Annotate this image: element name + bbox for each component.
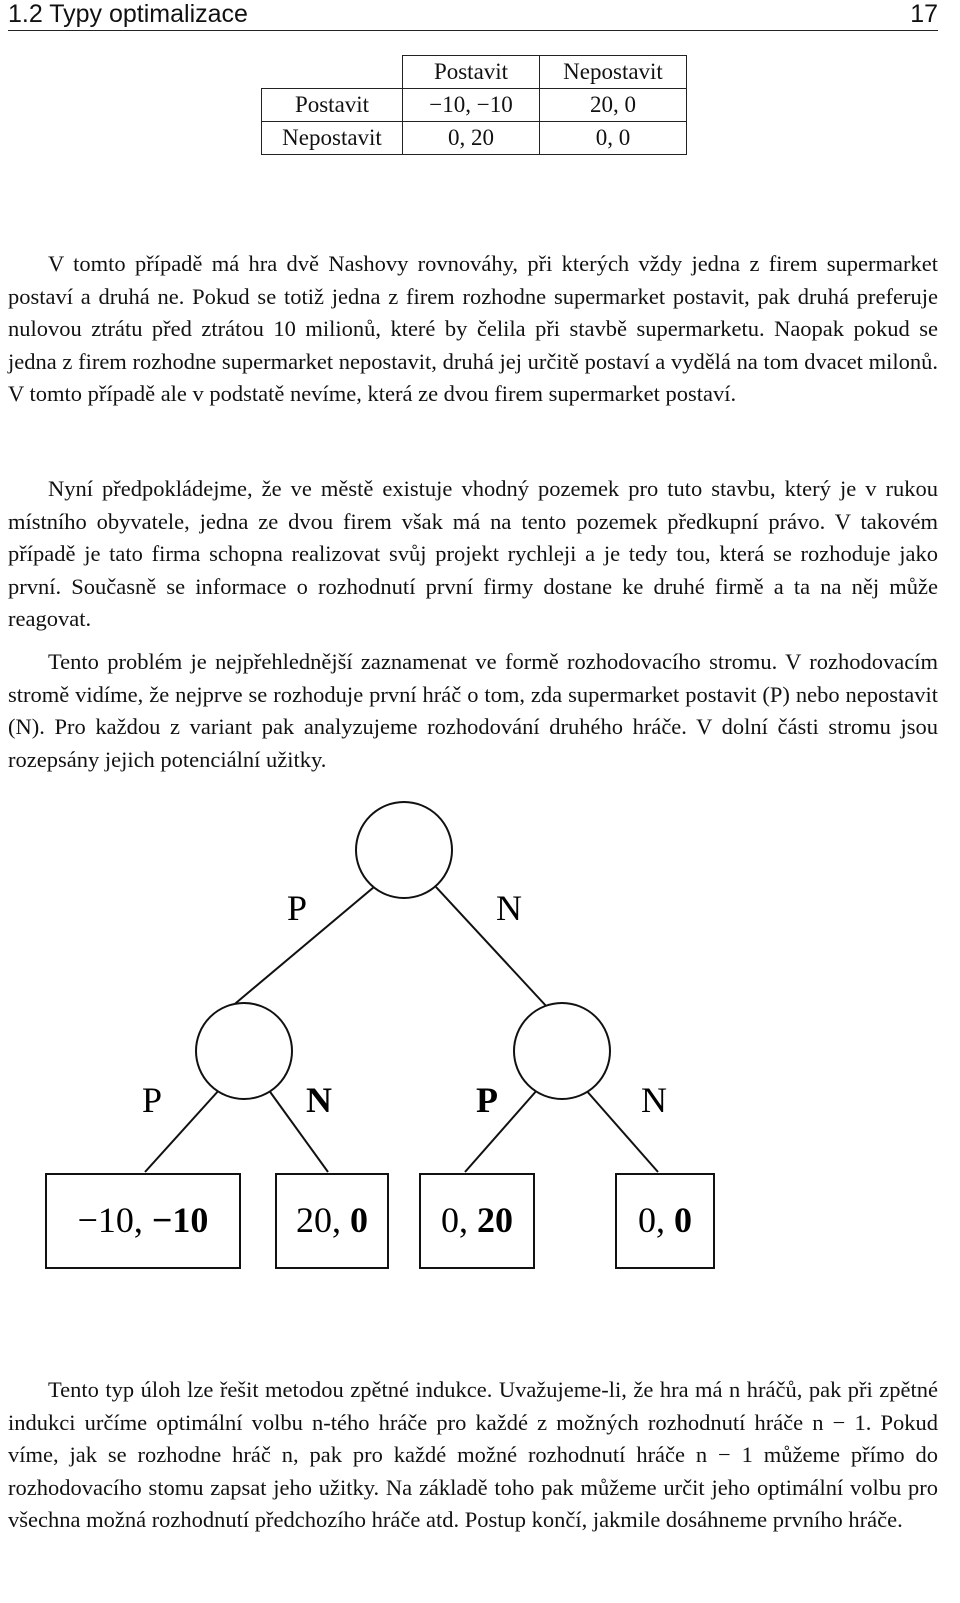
decision-tree bbox=[0, 800, 960, 1280]
edge-label: N bbox=[306, 1080, 332, 1120]
leaf-payoff: 0, 20 bbox=[441, 1200, 513, 1240]
table-row bbox=[262, 122, 687, 155]
edge-label: P bbox=[141, 1080, 163, 1120]
running-header bbox=[8, 0, 938, 31]
row-header: Nepostavit bbox=[262, 122, 403, 155]
table-corner-cell bbox=[262, 56, 403, 89]
leaf-payoff: 0, 0 bbox=[638, 1200, 692, 1240]
tree-node-n bbox=[514, 1003, 610, 1099]
table-row bbox=[262, 89, 687, 122]
paragraph-backward-induction: Tento typ úloh lze řešit metodou zpětné indukce. Uvažujeme-li, že hra má n hráčů, pak při zpětné indukci určíme optimální volbu n-tého hráče pro každé z možných rozhodnutí hráče n − 1. Pokud víme, jak se rozhodne hráč n, pak pro každé možné rozhodnutí hráče n − 1 můžeme přímo do rozhodovacího stomu zapsat jeho užitky. Na základě toho pak můžeme určit jeho optimální volbu pro všechna možná rozhodnutí předchozího hráče atd. Postup končí, jakmile dosáhneme prvního hráče. bbox=[8, 1377, 938, 1532]
paragraph-preemption: Nyní předpokládejme, že ve městě existuje vhodný pozemek pro tuto stavbu, který je v rukou místního obyvatele, jedna ze dvou firem však má na tento pozemek předkupní právo. V takovém případě je tato firma schopna realizovat svůj projekt rychleji a je tedy tou, která se rozhoduje jako první. Současně se informace o rozhodnutí první firmy dostane ke druhé firmě a ta na něj může reagovat. bbox=[8, 476, 938, 631]
edge-label: N bbox=[496, 888, 522, 928]
tree-edge bbox=[436, 887, 548, 1008]
edge-label: N bbox=[641, 1080, 667, 1120]
section-title: 1.2 Typy optimalizace bbox=[8, 0, 248, 28]
tree-node-root bbox=[356, 802, 452, 898]
paragraph-nash: V tomto případě má hra dvě Nashovy rovnováhy, při kterých vždy jedna z firem supermarket postaví a druhá ne. Pokud se totiž jedna z firem rozhodne supermarket postavit, pak druhá preferuje nulovou ztrátu před ztrátou 10 milionů, které by čelila při stavbě supermarketu. Naopak pokud se jedna z firem rozhodne supermarket nepostavit, druhá jej určitě postaví a vydělá na tom dvacet milonů. V tomto případě ale v podstatě nevíme, která ze dvou firem supermarket postaví. bbox=[8, 251, 938, 406]
table-cell: 20, 0 bbox=[540, 89, 687, 122]
tree-node-p bbox=[196, 1003, 292, 1099]
table-cell: 0, 20 bbox=[403, 122, 540, 155]
leaf-payoff: 20, 0 bbox=[296, 1200, 368, 1240]
payoff-table bbox=[261, 55, 687, 155]
table-cell: −10, −10 bbox=[403, 89, 540, 122]
leaf-payoff: −10, −10 bbox=[77, 1200, 209, 1240]
paragraph-tree-intro: Tento problém je nejpřehlednější zaznamenat ve formě rozhodovacího stromu. V rozhodovacím stromě vidíme, že nejprve se rozhoduje první hráč o tom, zda supermarket postavit (P) nebo nepostavit (N). Pro každou z variant pak analyzujeme rozhodování druhého hráče. V dolní části stromu jsou rozepsány jejich potenciální užitky. bbox=[8, 649, 938, 772]
page-number: 17 bbox=[910, 0, 938, 28]
table-cell: 0, 0 bbox=[540, 122, 687, 155]
edge-label: P bbox=[286, 888, 308, 928]
col-header: Nepostavit bbox=[540, 56, 687, 89]
table-header-row bbox=[262, 56, 687, 89]
edge-label: P bbox=[476, 1080, 498, 1120]
row-header: Postavit bbox=[262, 89, 403, 122]
col-header: Postavit bbox=[403, 56, 540, 89]
